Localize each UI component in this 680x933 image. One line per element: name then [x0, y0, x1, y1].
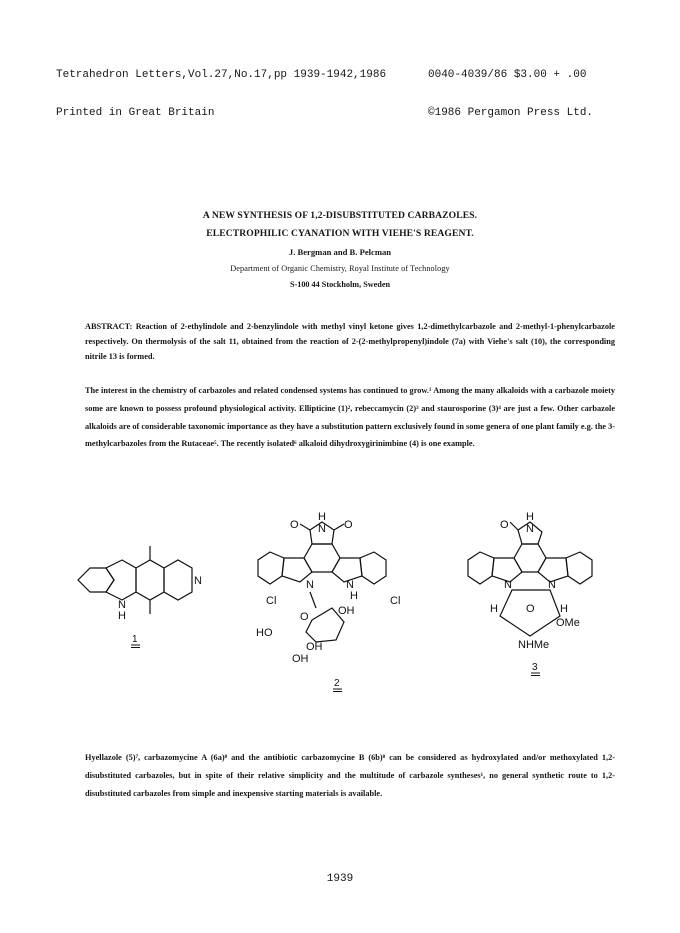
atom-n-1: N	[194, 575, 202, 587]
atom-oh-1: OH	[338, 605, 355, 617]
affiliation: Department of Organic Chemistry, Royal Institute of Technology	[230, 264, 450, 273]
structures-svg	[60, 500, 620, 710]
atom-n-7: N	[504, 579, 512, 591]
price-line: 0040-4039/86 $3.00 + .00	[428, 69, 587, 81]
atom-cl-1: Cl	[266, 595, 277, 607]
atom-n-8: N	[548, 579, 556, 591]
ellipticine-structure	[78, 546, 192, 614]
atom-h-2: H	[318, 511, 326, 523]
abstract	[85, 319, 615, 364]
atom-n-5: N	[346, 579, 354, 591]
atom-n-4: N	[306, 579, 314, 591]
abstract-label: ABSTRACT:	[85, 322, 133, 331]
atom-n-3: N	[318, 523, 326, 535]
atom-h-5: H	[490, 603, 498, 615]
atom-o-4: O	[500, 519, 509, 531]
atom-o-2: O	[344, 519, 353, 531]
atom-h-4: H	[526, 511, 534, 523]
page-number: 1939	[326, 873, 354, 885]
atom-h-3: H	[350, 590, 358, 602]
atom-h-6: H	[560, 603, 568, 615]
second-paragraph: Hyellazole (5)⁷, carbazomycine A (6a)⁸ and the antibiotic carbazomycine B (6b)⁸ can be considered as hydroxylated and/or methoxylated 1,2-disubstituted carbazoles, but in spite of their relative simplicity and the multitude of carbazole syntheses¹, no general synthetic route to 1,2-disubstituted carbazoles from simple and inexpensive starting materials is available.	[85, 753, 615, 798]
copyright-block	[428, 44, 593, 132]
copyright-line: ©1986 Pergamon Press Ltd.	[428, 106, 594, 119]
atom-o-3: O	[300, 611, 309, 623]
atom-oh-2: OH	[306, 641, 323, 653]
journal-citation	[56, 44, 386, 132]
atom-o-5: O	[526, 603, 535, 615]
title-line-1: A NEW SYNTHESIS OF 1,2-DISUBSTITUTED CARBAZOLES.	[202, 210, 478, 221]
atom-n-6: N	[526, 523, 534, 535]
citation-line-1: Tetrahedron Letters,Vol.27,No.17,pp 1939-1942,1986	[56, 69, 387, 81]
abstract-text: Reaction of 2-ethylindole and 2-benzylindole with methyl vinyl ketone gives 1,2-dimethylcarbazole and 2-methyl-1-phenylcarbazole respectively. On thermolysis of the salt 11, obtained from the reaction of 2-(2-methylpropenyl)indole (7a) with Viehe's salt (10), the corresponding nitrile 13 is formed.	[85, 322, 615, 361]
compound-label-3: 3	[532, 662, 538, 673]
compound-label-2: 2	[334, 678, 340, 689]
atom-ome: OMe	[556, 617, 580, 629]
compound-label-1: 1	[132, 634, 138, 645]
atom-cl-2: Cl	[390, 595, 401, 607]
atom-ho-1: HO	[256, 627, 273, 639]
chemical-structures-figure	[60, 500, 620, 710]
compound-labels	[131, 634, 540, 692]
citation-line-2: Printed in Great Britain	[56, 106, 215, 119]
atom-o-1: O	[290, 519, 299, 531]
atom-n-2: N	[118, 599, 126, 611]
atom-oh-3: OH	[292, 653, 309, 665]
title-line-2: ELECTROPHILIC CYANATION WITH VIEHE'S REAGENT.	[206, 228, 474, 239]
intro-paragraph: The interest in the chemistry of carbazoles and related condensed systems has continued to grow.¹ Among the many alkaloids with a carbazole moiety some are known to possess profound physiological activity. Ellipticine (1)², rebeccamycin (2)³ and staurosporine (3)⁴ are just a few. Other carbazole alkaloids are of considerable taxonomic importance as they have a substitution pattern exclusively found in some genera of one plant family e.g. the 3-methylcarbazoles from the Rutaceae⁵. The recently isolated⁶ alkaloid dihydroxygirinimbine (4) is one example.	[85, 386, 615, 449]
atom-nhme: NHMe	[518, 639, 550, 651]
address: S-100 44 Stockholm, Sweden	[289, 280, 391, 289]
rebeccamycin-structure	[258, 522, 386, 642]
atom-labels	[118, 511, 580, 665]
authors: J. Bergman and B. Pelcman	[288, 247, 392, 257]
atom-h-1: H	[118, 610, 126, 622]
